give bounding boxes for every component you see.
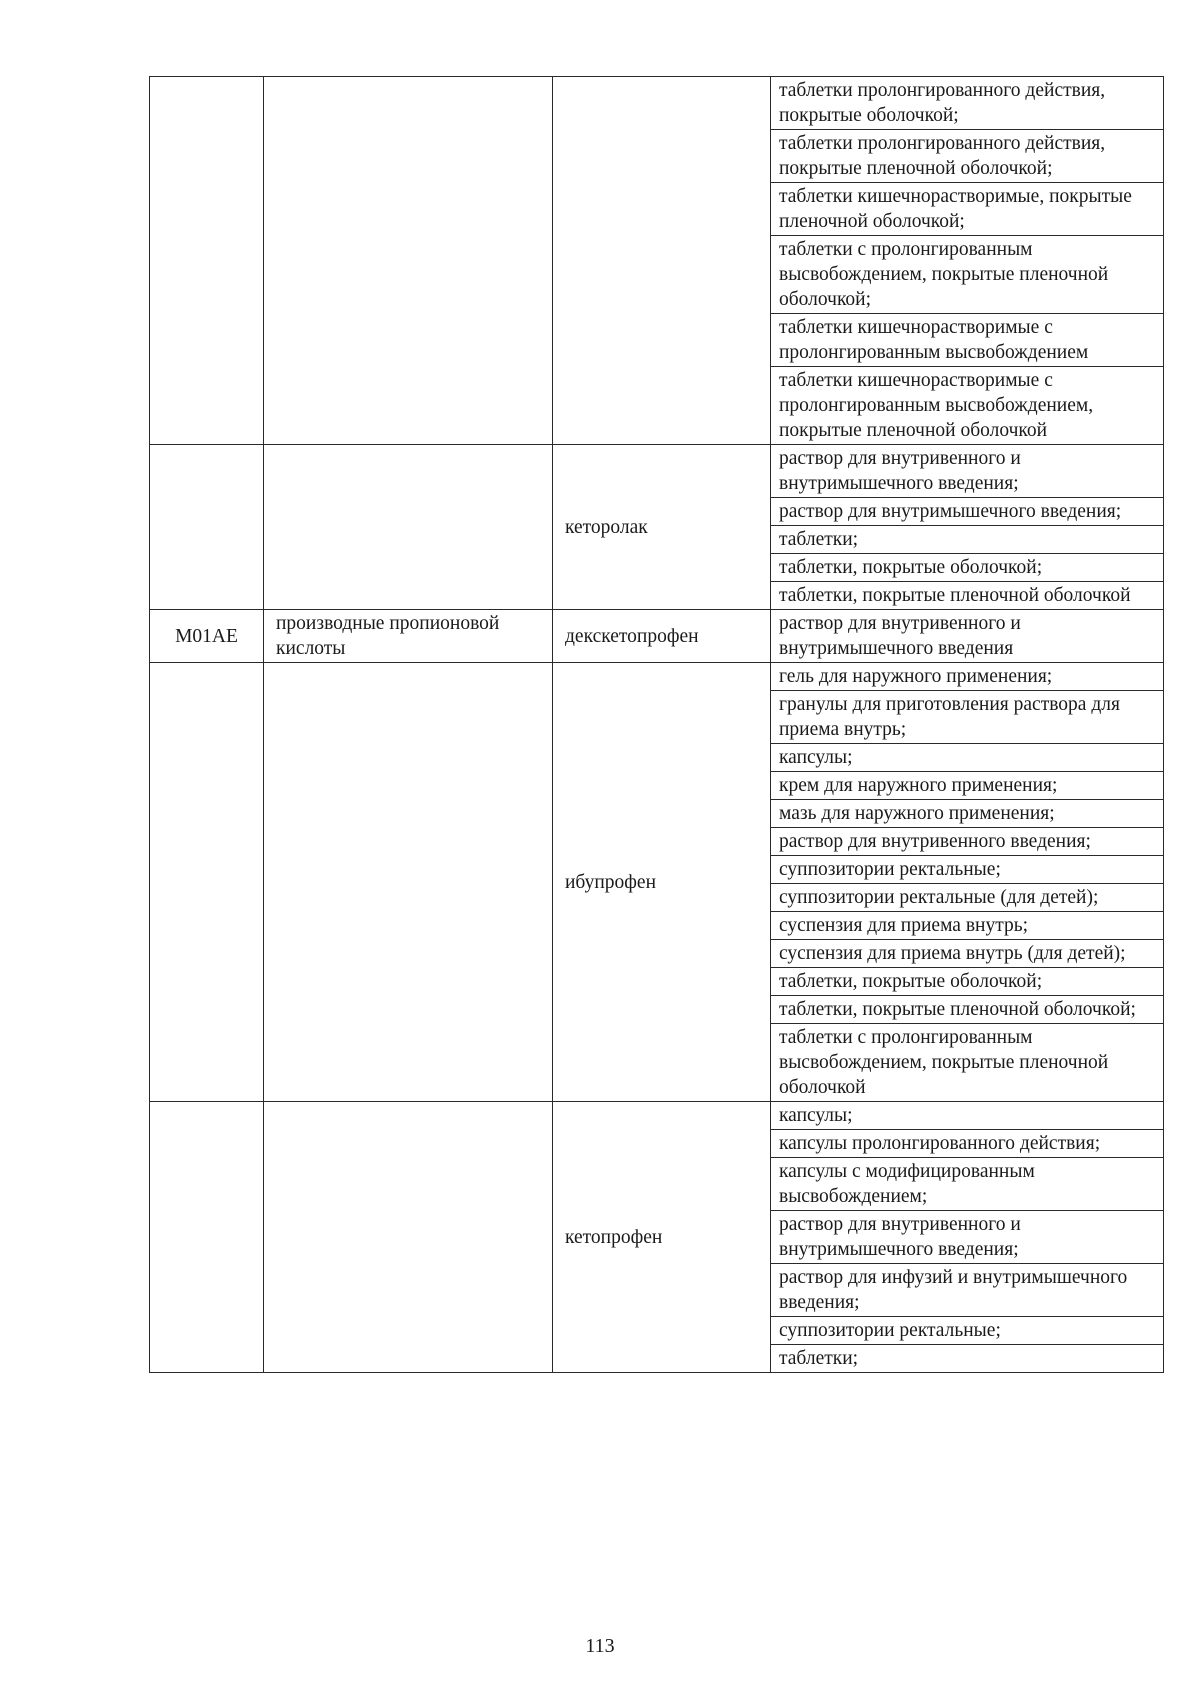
dosage-form: таблетки кишечнорастворимые с пролонгированным высвобождением, покрытые пленочной оболочкой <box>771 366 1163 444</box>
dosage-form: раствор для инфузий и внутримышечного введения; <box>771 1263 1163 1316</box>
dosage-form: таблетки с пролонгированным высвобождением, покрытые пленочной оболочкой; <box>771 235 1163 313</box>
drug-name-cell <box>553 77 771 445</box>
dosage-form: таблетки, покрытые пленочной оболочкой <box>771 581 1163 609</box>
dosage-form: суспензия для приема внутрь (для детей); <box>771 939 1163 967</box>
dosage-form: суспензия для приема внутрь; <box>771 911 1163 939</box>
dosage-form: суппозитории ректальные; <box>771 855 1163 883</box>
dosage-form: таблетки, покрытые пленочной оболочкой; <box>771 995 1163 1023</box>
table-row <box>150 77 1164 445</box>
dosage-form: таблетки, покрытые оболочкой; <box>771 553 1163 581</box>
group-cell <box>264 77 553 445</box>
dosage-forms-list <box>771 445 1163 609</box>
dosage-form: крем для наружного применения; <box>771 771 1163 799</box>
atc-code-cell <box>150 1102 264 1373</box>
dosage-forms-cell <box>771 77 1164 445</box>
group-cell <box>264 445 553 610</box>
dosage-form: капсулы; <box>771 743 1163 771</box>
drug-name-cell: декскетопрофен <box>553 610 771 663</box>
dosage-form: раствор для внутривенного и внутримышечного введения; <box>771 1210 1163 1263</box>
group-cell <box>264 663 553 1102</box>
drug-name-cell: кетопрофен <box>553 1102 771 1373</box>
dosage-form: таблетки кишечнорастворимые с пролонгированным высвобождением <box>771 313 1163 366</box>
dosage-form: таблетки; <box>771 525 1163 553</box>
dosage-form: гель для наружного применения; <box>779 666 1053 687</box>
dosage-form: раствор для внутривенного и внутримышечного введения; <box>779 448 1021 494</box>
drug-name-cell: кеторолак <box>553 445 771 610</box>
dosage-form: раствор для внутримышечного введения; <box>771 497 1163 525</box>
dosage-form: раствор для внутривенного введения; <box>771 827 1163 855</box>
dosage-form: суппозитории ректальные (для детей); <box>771 883 1163 911</box>
group-cell: производные пропионовой кислоты <box>264 610 553 663</box>
page-number: 113 <box>585 1635 615 1657</box>
dosage-forms-list <box>771 663 1163 1101</box>
table-row <box>150 1102 1164 1373</box>
dosage-form: капсулы с модифицированным высвобождением; <box>771 1157 1163 1210</box>
dosage-forms-list <box>771 610 1163 662</box>
dosage-form: таблетки пролонгированного действия, покрытые пленочной оболочкой; <box>771 129 1163 182</box>
dosage-form: таблетки пролонгированного действия, покрытые оболочкой; <box>779 80 1106 126</box>
group-cell <box>264 1102 553 1373</box>
table-row <box>150 445 1164 610</box>
dosage-forms-list <box>771 1102 1163 1372</box>
dosage-forms-cell <box>771 610 1164 663</box>
table-row <box>150 663 1164 1102</box>
dosage-form: мазь для наружного применения; <box>771 799 1163 827</box>
dosage-forms-cell <box>771 1102 1164 1373</box>
dosage-form: таблетки; <box>771 1344 1163 1372</box>
dosage-form: гранулы для приготовления раствора для приема внутрь; <box>771 690 1163 743</box>
dosage-form: раствор для внутривенного и внутримышечного введения <box>779 613 1021 659</box>
dosage-form: суппозитории ректальные; <box>771 1316 1163 1344</box>
dosage-form: капсулы; <box>779 1105 853 1126</box>
dosage-form: капсулы пролонгированного действия; <box>771 1129 1163 1157</box>
atc-code-cell <box>150 663 264 1102</box>
dosage-forms-cell <box>771 445 1164 610</box>
dosage-form: таблетки, покрытые оболочкой; <box>771 967 1163 995</box>
dosage-forms-cell <box>771 663 1164 1102</box>
table-row <box>150 610 1164 663</box>
drug-name-cell: ибупрофен <box>553 663 771 1102</box>
dosage-form: таблетки кишечнорастворимые, покрытые пленочной оболочкой; <box>771 182 1163 235</box>
dosage-forms-list <box>771 77 1163 444</box>
atc-code-cell <box>150 445 264 610</box>
medicines-table <box>149 76 1164 1373</box>
atc-code-cell: M01AE <box>150 610 264 663</box>
atc-code-cell <box>150 77 264 445</box>
dosage-form: таблетки с пролонгированным высвобождением, покрытые пленочной оболочкой <box>771 1023 1163 1101</box>
